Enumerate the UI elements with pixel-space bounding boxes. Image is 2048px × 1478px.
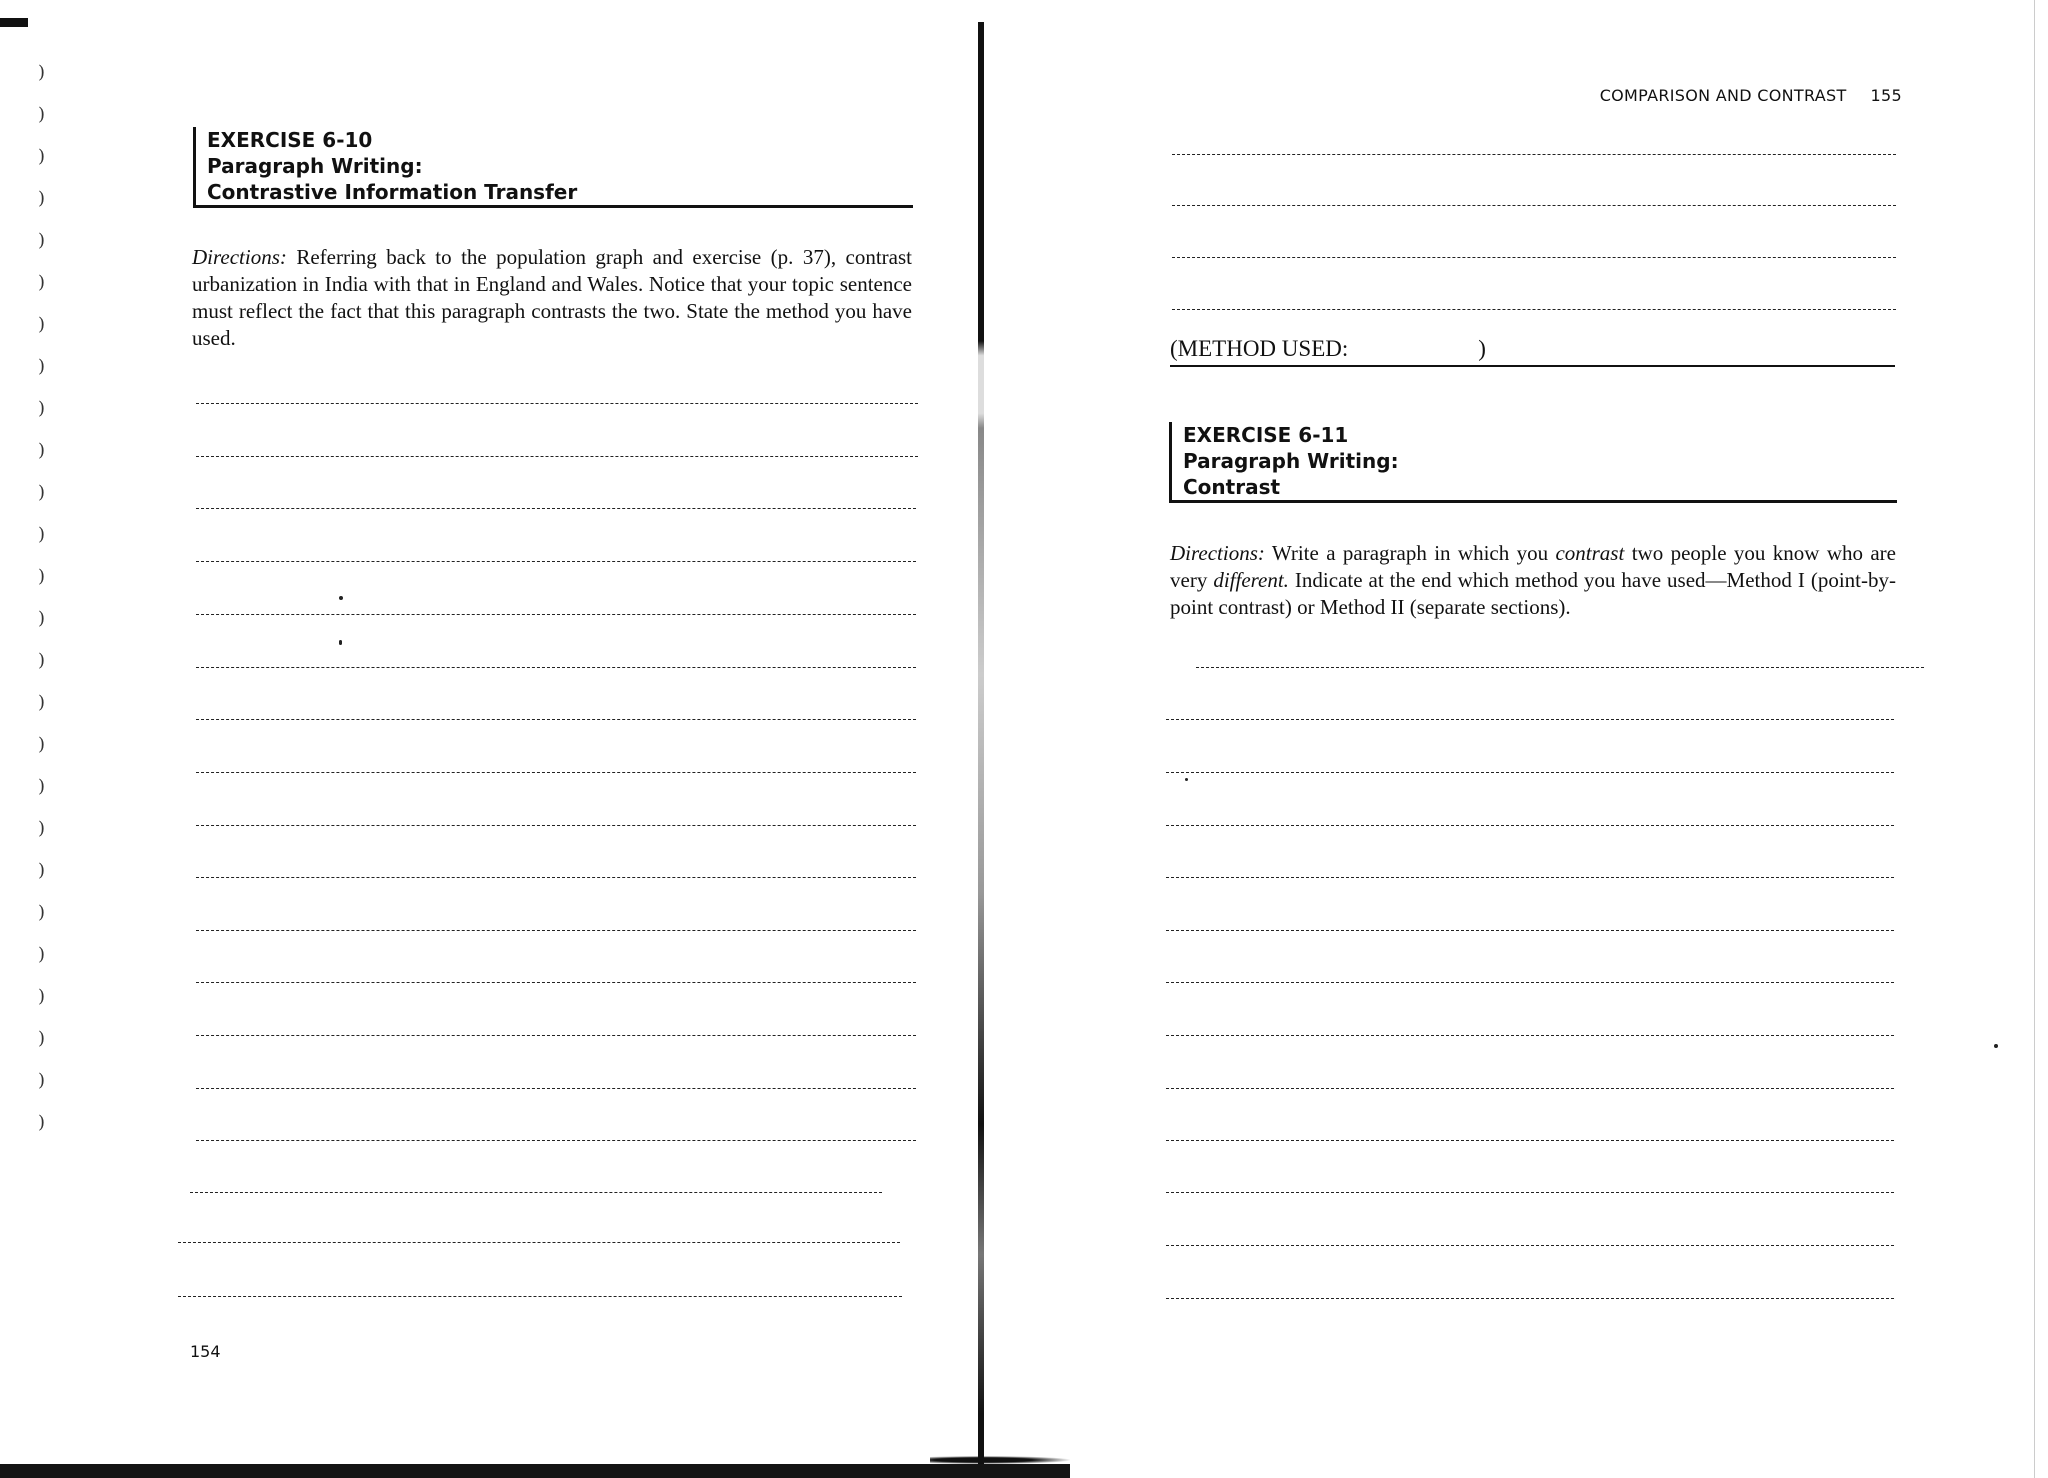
writing-line[interactable] bbox=[196, 561, 916, 562]
exercise-number: EXERCISE 6-10 bbox=[207, 128, 373, 152]
writing-line[interactable] bbox=[1166, 982, 1894, 983]
page-right-edge bbox=[2034, 0, 2035, 1478]
writing-line[interactable] bbox=[196, 772, 916, 773]
book-spine-shadow bbox=[978, 22, 984, 1472]
ink-speck bbox=[1185, 778, 1188, 781]
left-page-number: 154 bbox=[190, 1342, 221, 1361]
writing-line[interactable] bbox=[196, 930, 916, 931]
writing-line[interactable] bbox=[1166, 1140, 1894, 1141]
running-head bbox=[1600, 86, 1902, 105]
writing-line[interactable] bbox=[1172, 154, 1896, 155]
right-page-number: 155 bbox=[1870, 86, 1902, 105]
writing-line[interactable] bbox=[196, 614, 916, 615]
exercise-title-line1: Paragraph Writing: bbox=[1183, 449, 1399, 473]
exercise-6-11-header bbox=[1169, 422, 1897, 503]
writing-line[interactable] bbox=[1196, 667, 1924, 668]
writing-line[interactable] bbox=[196, 667, 916, 668]
exercise-title-line1: Paragraph Writing: bbox=[207, 154, 423, 178]
directions-label: Directions: bbox=[1170, 541, 1265, 565]
writing-line[interactable] bbox=[196, 982, 916, 983]
directions-text: Referring back to the population graph and exercise (p. 37), contrast urbanization in India with that in England and Wales. Notice that your topic sentence must reflect the fact that this paragraph contrasts the two. State the method you have used. bbox=[192, 245, 912, 350]
writing-line[interactable] bbox=[196, 877, 916, 878]
exercise-6-10-header bbox=[193, 127, 913, 208]
exercise-6-11-directions bbox=[1170, 540, 1896, 621]
exercise-title-line2: Contrastive Information Transfer bbox=[207, 180, 578, 204]
directions-text-1: Write a paragraph in which you bbox=[1264, 541, 1556, 565]
writing-line[interactable] bbox=[196, 1140, 916, 1141]
writing-line[interactable] bbox=[178, 1242, 900, 1243]
writing-line[interactable] bbox=[1166, 877, 1894, 878]
writing-line[interactable] bbox=[196, 508, 916, 509]
writing-line[interactable] bbox=[1172, 205, 1896, 206]
directions-text-2: two people you know who are very bbox=[1170, 541, 1896, 592]
writing-line[interactable] bbox=[196, 1035, 916, 1036]
writing-line[interactable] bbox=[196, 456, 918, 457]
writing-line[interactable] bbox=[1166, 1245, 1894, 1246]
writing-line[interactable] bbox=[190, 1192, 882, 1193]
ink-speck bbox=[339, 640, 342, 645]
directions-emphasis-1: contrast bbox=[1555, 541, 1625, 565]
writing-line[interactable] bbox=[1166, 1035, 1894, 1036]
exercise-6-10-directions bbox=[192, 244, 912, 352]
writing-line[interactable] bbox=[1172, 257, 1896, 258]
writing-line[interactable] bbox=[1172, 309, 1896, 310]
scan-corner-mark bbox=[0, 18, 28, 27]
page-bottom-edge bbox=[0, 1464, 1070, 1478]
ink-speck bbox=[339, 596, 343, 600]
book-spine-foot bbox=[930, 1456, 1070, 1464]
margin-binding-marks: ) ) ) ) ) ) ) ) ) ) ) ) ) ) ) ) ) ) ) ) ) ) ) ) ) ) bbox=[38, 62, 46, 1133]
writing-line[interactable] bbox=[1166, 1298, 1894, 1299]
writing-line[interactable] bbox=[1166, 1192, 1894, 1193]
writing-line[interactable] bbox=[196, 1088, 916, 1089]
writing-line[interactable] bbox=[1166, 772, 1894, 773]
exercise-title-line2: Contrast bbox=[1183, 475, 1281, 499]
writing-line[interactable] bbox=[1166, 1088, 1894, 1089]
method-used-label: (METHOD USED: bbox=[1170, 336, 1349, 361]
writing-line[interactable] bbox=[178, 1296, 902, 1297]
running-head-title: COMPARISON AND CONTRAST bbox=[1599, 86, 1847, 105]
writing-line[interactable] bbox=[196, 825, 916, 826]
writing-line[interactable] bbox=[1166, 930, 1894, 931]
ink-speck bbox=[1994, 1044, 1998, 1048]
exercise-number: EXERCISE 6-11 bbox=[1183, 423, 1349, 447]
writing-line[interactable] bbox=[1166, 719, 1894, 720]
directions-emphasis-2: different. bbox=[1213, 568, 1289, 592]
directions-label: Directions: bbox=[192, 245, 287, 269]
directions-text-3: Indicate at the end which method you have used—Method I (point-by-point contrast) or Method II (separate sections). bbox=[1170, 568, 1896, 619]
method-used-close: ) bbox=[1478, 336, 1486, 361]
writing-line[interactable] bbox=[1166, 825, 1894, 826]
writing-line[interactable] bbox=[196, 719, 916, 720]
method-used-field[interactable] bbox=[1170, 333, 1895, 367]
writing-line[interactable] bbox=[196, 403, 918, 404]
